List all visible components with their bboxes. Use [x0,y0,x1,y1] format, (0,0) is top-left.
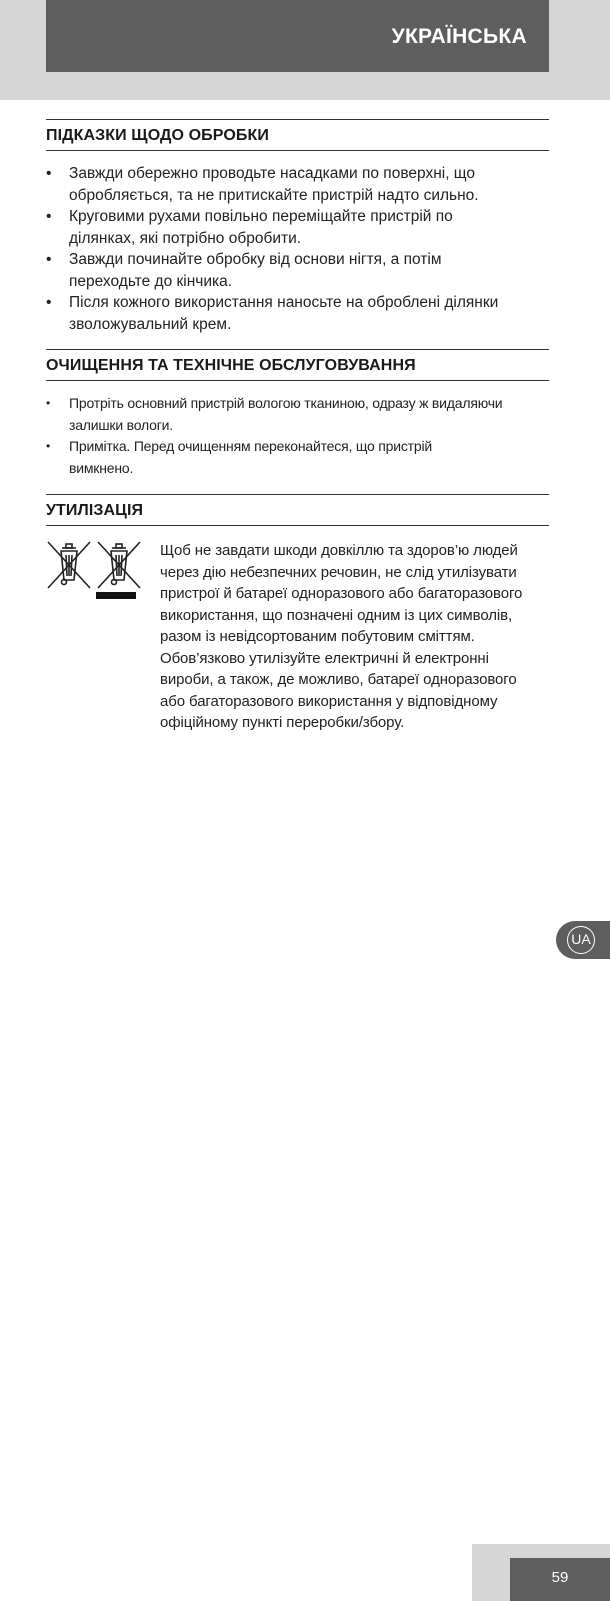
section-tips [46,119,549,335]
list-item: • Завжди починайте обробку від основи нігтя, а потім переходьте до кінчика. [46,249,549,292]
language-header-bar [46,0,549,72]
disposal-paragraph: Щоб не завдати шкоди довкіллю та здоров’ю людей через дію небезпечних речовин, не слід утилізувати пристрої й батареї одноразового або багаторазового використання, що позначені одним із цих символів, разом із невідсортованим побутовим сміттям. Обов’язково утилізуйте електричні й електронні вироби, а також, де можливо, батареї одноразового або багаторазового використання у відповідному офіційному пункті переробки/збору. [160,542,523,731]
section-cleaning [46,349,549,479]
language-code-badge: UA [567,926,595,954]
list-item: • Завжди обережно проводьте насадками по поверхні, що обробляється, та не притискайте пристрій надто сильно. [46,163,549,206]
cleaning-list [46,393,549,479]
list-item: • Круговими рухами повільно переміщайте пристрій по ділянках, які потрібно обробити. [46,206,549,249]
list-item: • Після кожного використання наносьте на оброблені ділянки зволожувальний крем. [46,292,549,335]
language-title: УКРАЇНСЬКА [391,25,527,48]
crossed-out-bin-icon [46,540,146,604]
page-number: 59 [551,1569,569,1586]
section-title-tips: ПІДКАЗКИ ЩОДО ОБРОБКИ [46,119,549,151]
section-title-disposal: УТИЛІЗАЦІЯ [46,494,549,526]
list-item: • Протріть основний пристрій вологою тканиною, одразу ж видаляючи залишки вологи. [46,393,549,436]
disposal-icons [46,540,146,604]
list-item: • Примітка. Перед очищенням переконайтеся, що пристрій вимкнено. [46,436,549,479]
tips-list [46,163,549,335]
language-side-tab [556,921,610,959]
section-title-cleaning: ОЧИЩЕННЯ ТА ТЕХНІЧНЕ ОБСЛУГОВУВАННЯ [46,349,549,381]
page-number-box [510,1558,610,1601]
section-disposal [46,494,549,754]
